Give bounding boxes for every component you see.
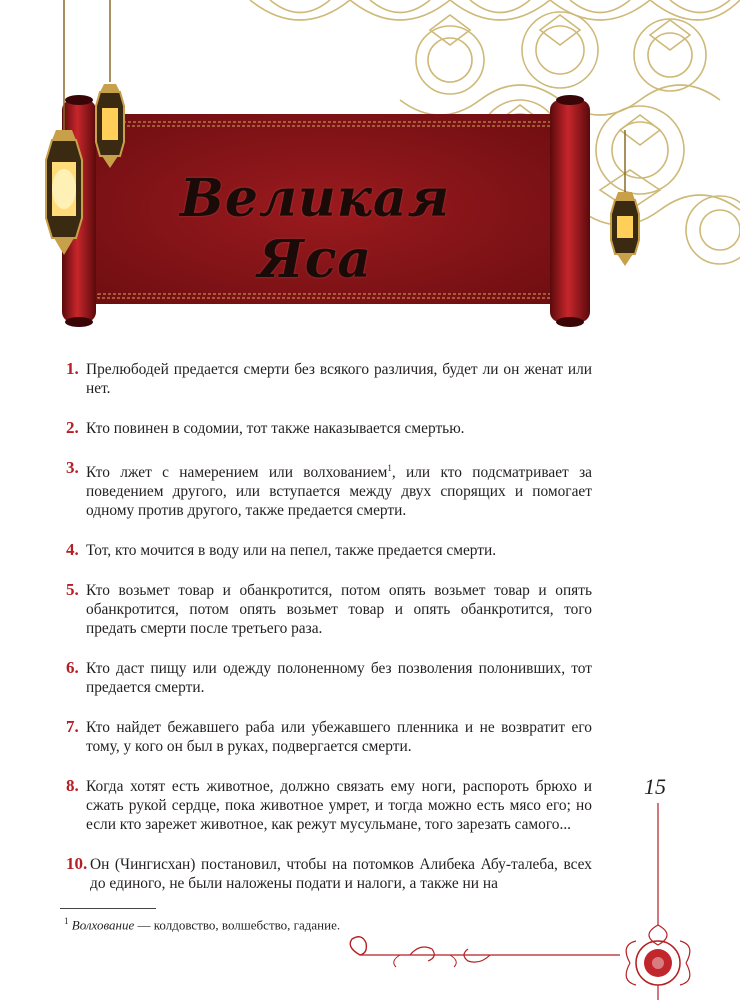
page-number: 15 bbox=[644, 774, 666, 799]
list-item bbox=[66, 777, 592, 834]
bottom-ornament bbox=[340, 925, 630, 985]
item-text: , или кто подсматривает за поведением другого, или вступается между двух спорящих и помогает одному против другого, также предается смерти. bbox=[86, 464, 592, 520]
list-item bbox=[66, 459, 592, 520]
list-item bbox=[66, 581, 592, 638]
item-number: 7. bbox=[66, 717, 79, 737]
item-number: 5. bbox=[66, 580, 79, 600]
footnote-marker: 1 bbox=[64, 916, 69, 926]
item-number: 8. bbox=[66, 776, 79, 796]
list-item bbox=[66, 419, 592, 438]
item-text: Кто повинен в содомии, тот также наказывается смертью. bbox=[86, 420, 465, 437]
item-text: Кто даст пищу или одежду полоненному без позволения полонивших, тот предается смерти. bbox=[86, 660, 592, 697]
item-number: 1. bbox=[66, 359, 79, 378]
lantern-icon bbox=[38, 0, 138, 260]
item-number: 10. bbox=[66, 854, 88, 874]
list-item bbox=[66, 718, 592, 756]
item-text: Он (Чингисхан) постановил, чтобы на потомков Алибека Абу-талеба, всех до единого, не были наложены подати и налоги, а также ни на bbox=[90, 856, 592, 893]
list-item bbox=[66, 855, 592, 893]
footnote-definition: — колдовство, волшебство, гадание. bbox=[134, 917, 341, 933]
footnote-marker: 1 bbox=[387, 463, 392, 473]
item-number: 4. bbox=[66, 540, 79, 560]
item-text: Прелюбодей предается смерти без всякого различия, будет ли он женат или нет. bbox=[86, 361, 592, 397]
list-item bbox=[66, 659, 592, 697]
item-text: Кто лжет с намерением или волхованием bbox=[86, 464, 388, 482]
footnote bbox=[64, 913, 340, 933]
item-number: 6. bbox=[66, 658, 79, 678]
item-text: Кто найдет бежавшего раба или убежавшего пленника и не возвратит его тому, у кого он был в руках, подвергается смерти. bbox=[86, 719, 592, 756]
lantern-icon bbox=[600, 130, 650, 270]
list-item bbox=[66, 360, 592, 398]
list-item bbox=[66, 541, 592, 560]
footnote-divider bbox=[60, 908, 156, 909]
item-number: 3. bbox=[66, 458, 79, 477]
page-title: Великая Яса bbox=[179, 168, 451, 290]
item-text: Когда хотят есть животное, должно связать ему ноги, распороть брюхо и сжать рукой сердце, пока животное умрет, и тогда можно есть мясо его; но если кто зарежет животное, как режут мусульмане, того зарезать самого... bbox=[86, 778, 592, 834]
item-number: 2. bbox=[66, 418, 79, 437]
footnote-term: Волхование bbox=[71, 917, 135, 933]
law-list bbox=[66, 360, 592, 893]
item-text: Тот, кто мочится в воду или на пепел, также предается смерти. bbox=[86, 542, 497, 560]
item-text: Кто возьмет товар и обанкротится, потом опять возьмет товар и опять обанкротится, потом опять возьмет товар и опять обанкротится, того предать смерти после третьего раза. bbox=[86, 582, 592, 638]
